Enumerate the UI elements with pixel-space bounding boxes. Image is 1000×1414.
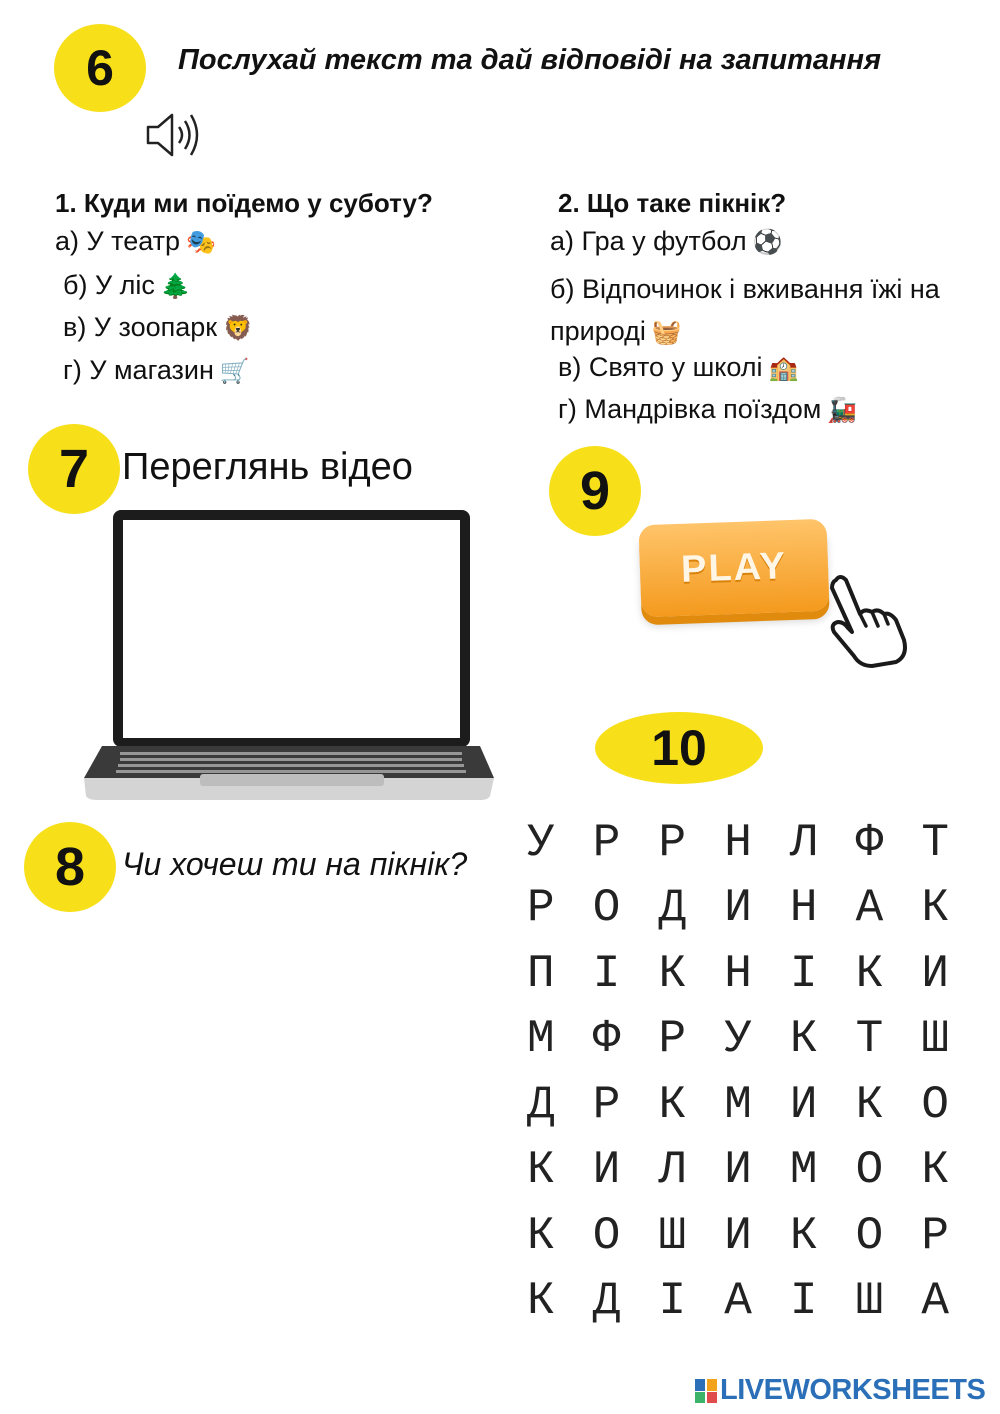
grid-letter[interactable]: І [658,1275,687,1328]
grid-letter[interactable]: Н [724,816,752,869]
grid-letter[interactable]: Р [592,1078,621,1131]
q2-option-a-label: а) Гра у футбол [550,226,747,256]
tree-icon: 🌲 [160,272,191,300]
q2-option-a[interactable] [550,226,782,257]
school-icon: 🏫 [768,354,799,382]
liveworksheets-brand: LIVEWORKSHEETS [720,1374,986,1406]
q2-option-c-label: в) Свято у школі [558,352,763,382]
question-1-text: 1. Куди ми поїдемо у суботу? [55,188,433,218]
grid-letter[interactable]: К [658,947,687,1000]
grid-letter[interactable]: К [855,947,884,1000]
section-8-badge [24,822,116,912]
q2-option-b[interactable] [550,268,940,353]
grid-letter[interactable]: Р [658,1013,687,1066]
shopping-cart-icon: 🛒 [219,357,250,385]
grid-letter[interactable]: Н [789,882,818,935]
grid-letter[interactable]: Р [527,882,555,935]
section-6-title: Послухай текст та дай відповіді на запитання [178,44,882,76]
grid-letter[interactable]: Д [527,1078,555,1131]
grid-letter[interactable]: К [527,1275,555,1328]
grid-letter[interactable]: Ш [855,1275,884,1328]
grid-letter[interactable]: К [527,1144,555,1197]
grid-letter[interactable]: Р [658,816,687,869]
play-button-label: PLAY [680,544,788,591]
basket-icon: 🧺 [651,318,682,346]
q2-option-d[interactable] [558,394,857,425]
grid-letter[interactable]: У [527,816,555,869]
grid-letter[interactable]: Р [921,1209,949,1262]
grid-letter[interactable]: О [592,882,621,935]
q1-option-a-label: а) У театр [55,226,181,256]
grid-letter[interactable]: М [724,1078,752,1131]
grid-letter[interactable]: О [855,1209,884,1262]
grid-letter[interactable]: І [789,947,818,1000]
grid-letter[interactable]: Т [855,1013,884,1066]
grid-letter[interactable]: Ф [855,816,884,869]
q1-option-c[interactable] [63,312,253,343]
pointing-hand-icon [826,574,910,668]
q2-option-d-label: г) Мандрівка поїздом [558,394,822,424]
grid-letter[interactable]: Ш [658,1209,687,1262]
grid-letter[interactable]: А [724,1275,752,1328]
section-7-badge [28,424,120,514]
soccer-ball-icon: ⚽ [752,228,783,256]
grid-letter[interactable]: К [789,1013,818,1066]
grid-letter[interactable]: К [789,1209,818,1262]
grid-letter[interactable]: М [527,1013,555,1066]
grid-letter[interactable]: Н [724,947,752,1000]
q2-option-c[interactable] [558,352,798,383]
liveworksheets-logo [694,1374,985,1407]
theater-masks-icon: 🎭 [186,228,216,256]
laptop-video-player[interactable] [80,508,496,802]
q1-option-d[interactable] [63,355,250,386]
section-10-badge [595,712,763,784]
question-2-text: 2. Що таке пікнік? [558,188,787,218]
q1-option-b-label: б) У ліс [63,270,155,300]
grid-letter[interactable]: И [921,947,949,1000]
section-7-title: Переглянь відео [122,446,413,488]
grid-letter[interactable]: И [724,882,752,935]
section-6-badge [54,24,146,112]
section-6-number: 6 [86,40,114,96]
grid-letter[interactable]: О [921,1078,949,1131]
grid-letter[interactable]: А [921,1275,949,1328]
grid-letter[interactable]: Д [592,1275,621,1328]
grid-letter[interactable]: Д [658,882,687,935]
grid-letter[interactable]: І [789,1275,818,1328]
grid-letter[interactable]: Т [921,816,949,869]
grid-letter[interactable]: Ш [921,1013,949,1066]
grid-letter[interactable]: Ф [592,1013,621,1066]
grid-letter[interactable]: И [592,1144,621,1197]
grid-letter[interactable]: І [592,947,621,1000]
q1-option-a[interactable] [55,226,216,257]
word-search-grid[interactable] [508,810,968,1334]
liveworksheets-icon [694,1377,718,1405]
section-8-number: 8 [54,837,86,897]
grid-letter[interactable]: Л [789,816,818,869]
grid-letter[interactable]: И [724,1209,752,1262]
q1-option-d-label: г) У магазин [63,355,214,385]
grid-letter[interactable]: Р [592,816,621,869]
grid-letter[interactable]: А [855,882,884,935]
grid-letter[interactable]: И [724,1144,752,1197]
play-button[interactable] [638,519,829,618]
train-icon: 🚂 [827,396,858,424]
section-9-badge [549,446,641,536]
section-9-number: 9 [579,461,611,521]
section-10-number: 10 [651,720,707,776]
grid-letter[interactable]: У [724,1013,752,1066]
lion-icon: 🦁 [223,314,253,342]
grid-letter[interactable]: П [527,947,555,1000]
section-7-number: 7 [58,439,90,499]
grid-letter[interactable]: К [527,1209,555,1262]
speaker-icon[interactable] [144,110,204,160]
q2-option-b-label-line1: б) Відпочинок і вживання їжі на [550,274,940,304]
q2-option-b-label-line2: природі [550,316,646,346]
section-8-question: Чи хочеш ти на пікнік? [122,846,468,882]
q1-option-c-label: в) У зоопарк [63,312,218,342]
grid-letter[interactable]: К [921,1144,949,1197]
grid-letter[interactable]: К [658,1078,687,1131]
q1-option-b[interactable] [63,270,191,301]
grid-letter[interactable]: К [921,882,949,935]
grid-letter[interactable]: М [789,1144,818,1197]
grid-letter[interactable]: О [855,1144,884,1197]
grid-letter[interactable]: О [592,1209,621,1262]
grid-letter[interactable]: Л [658,1144,687,1197]
grid-letter[interactable]: И [789,1078,818,1131]
grid-letter[interactable]: К [855,1078,884,1131]
